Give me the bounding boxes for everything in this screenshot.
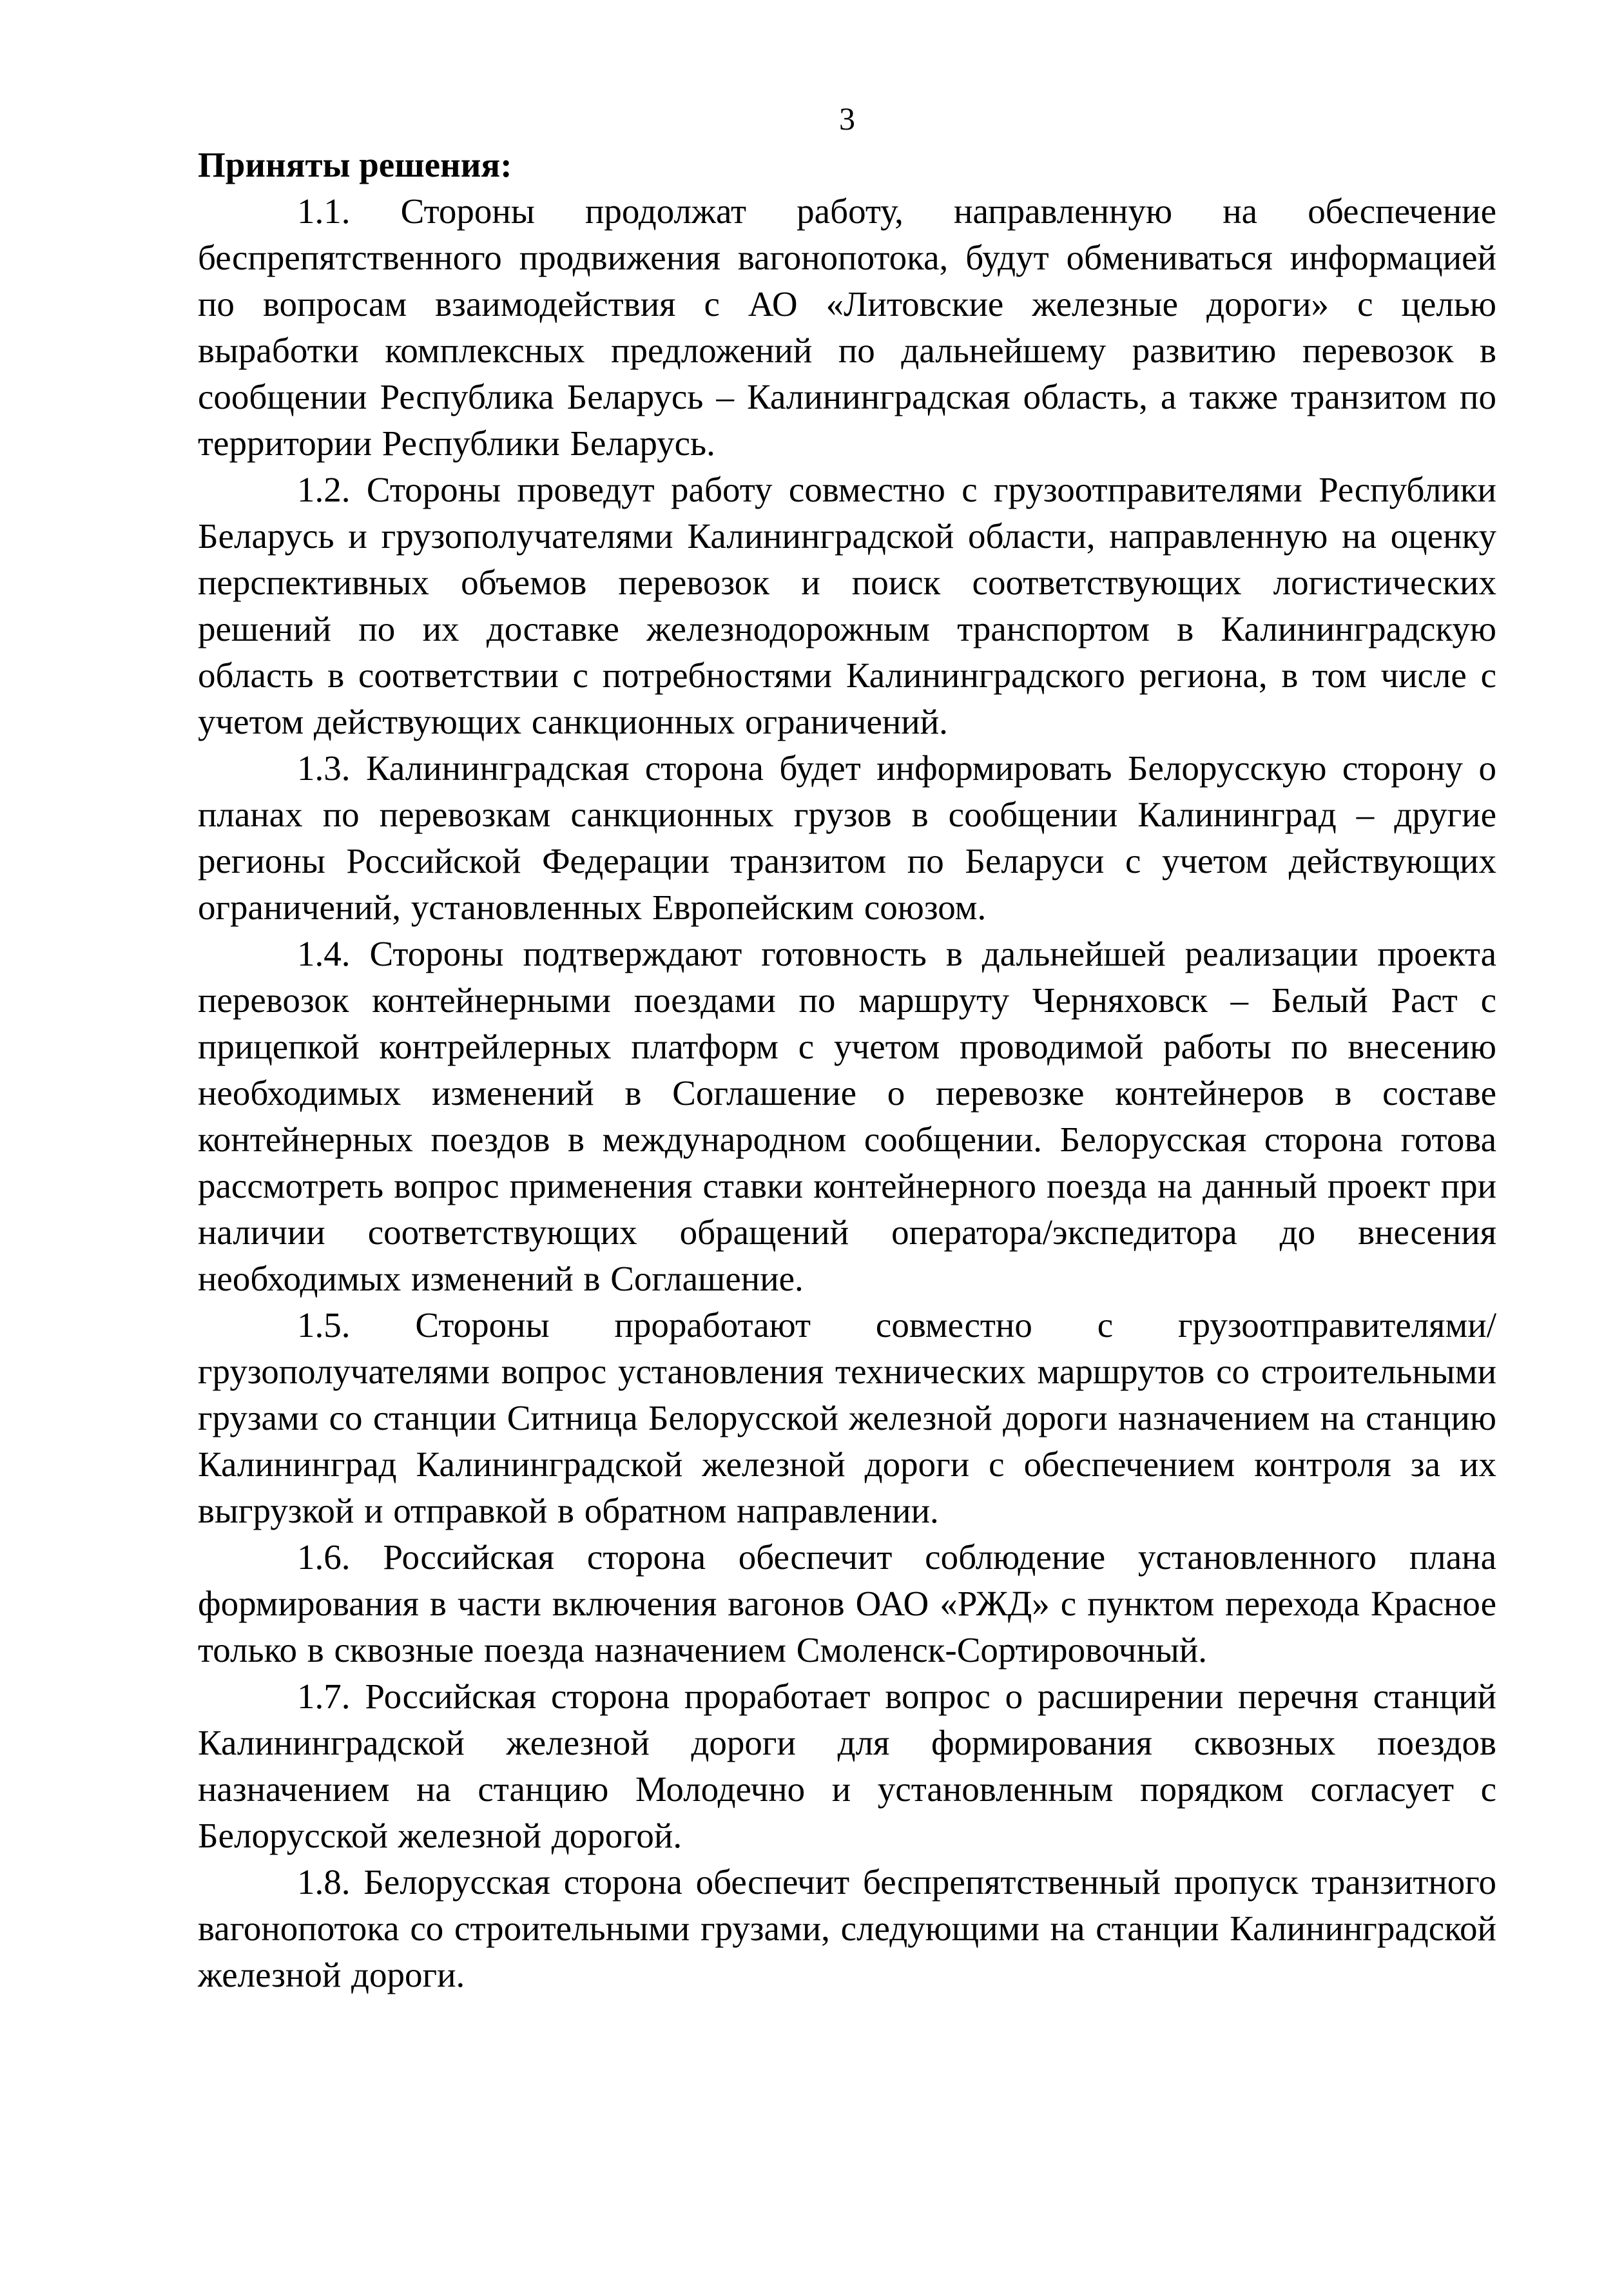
- decisions-heading: Приняты решения:: [198, 145, 512, 184]
- paragraph-1-4: 1.4. Стороны подтверждают готовность в дальнейшей реализации проекта перевозок контейнерными поездами по маршруту Черняховск – Белый Раст с прицепкой контрейлерных платформ с учетом проводимой работы по внесению необходимых изменений в Соглашение о перевозке контейнеров в составе контейнерных поездов в международном сообщении. Белорусская сторона готова рассмотреть вопрос применения ставки контейнерного поезда на данный проект при наличии соответствующих обращений оператора/экспедитора до внесения необходимых изменений в Соглашение.: [198, 934, 1496, 1298]
- paragraph-1-1: 1.1. Стороны продолжат работу, направленную на обеспечение беспрепятственного продвижения вагонопотока, будут обмениваться информацией по вопросам взаимодействия с АО «Литовские железные дороги» с целью выработки комплексных предложений по дальнейшему развитию перевозок в сообщении Республика Беларусь – Калининградская область, а также транзитом по территории Республики Беларусь.: [198, 191, 1496, 463]
- paragraph-1-6: 1.6. Российская сторона обеспечит соблюдение установленного плана формирования в части включения вагонов ОАО «РЖД» с пунктом перехода Красное только в сквозные поезда назначением Смоленск-Сортировочный.: [198, 1537, 1496, 1670]
- paragraph-1-5: 1.5. Стороны проработают совместно с грузоотправителями/грузополучателями вопрос установления технических маршрутов со строительными грузами со станции Ситница Белорусской железной дороги назначением на станцию Калининград Калининградской железной дороги с обеспечением контроля за их выгрузкой и отправкой в обратном направлении.: [198, 1305, 1496, 1530]
- paragraph-1-8: 1.8. Белорусская сторона обеспечит беспрепятственный пропуск транзитного вагонопотока со строительными грузами, следующими на станции Калининградской железной дороги.: [198, 1862, 1496, 1994]
- page-number: 3: [839, 101, 855, 137]
- paragraph-1-2: 1.2. Стороны проведут работу совместно с грузоотправителями Республики Беларусь и грузополучателями Калининградской области, направленную на оценку перспективных объемов перевозок и поиск соответствующих логистических решений по их доставке железнодорожным транспортом в Калининградскую область в соответствии с потребностями Калининградского региона, в том числе с учетом действующих санкционных ограничений.: [198, 470, 1496, 741]
- paragraph-1-3: 1.3. Калининградская сторона будет информировать Белорусскую сторону о планах по перевозкам санкционных грузов в сообщении Калининград – другие регионы Российской Федерации транзитом по Беларуси с учетом действующих ограничений, установленных Европейским союзом.: [198, 748, 1496, 927]
- paragraph-1-7: 1.7. Российская сторона проработает вопрос о расширении перечня станций Калининградской железной дороги для формирования сквозных поездов назначением на станцию Молодечно и установленным порядком согласует с Белорусской железной дорогой.: [198, 1677, 1496, 1855]
- document-content: [198, 95, 1496, 1998]
